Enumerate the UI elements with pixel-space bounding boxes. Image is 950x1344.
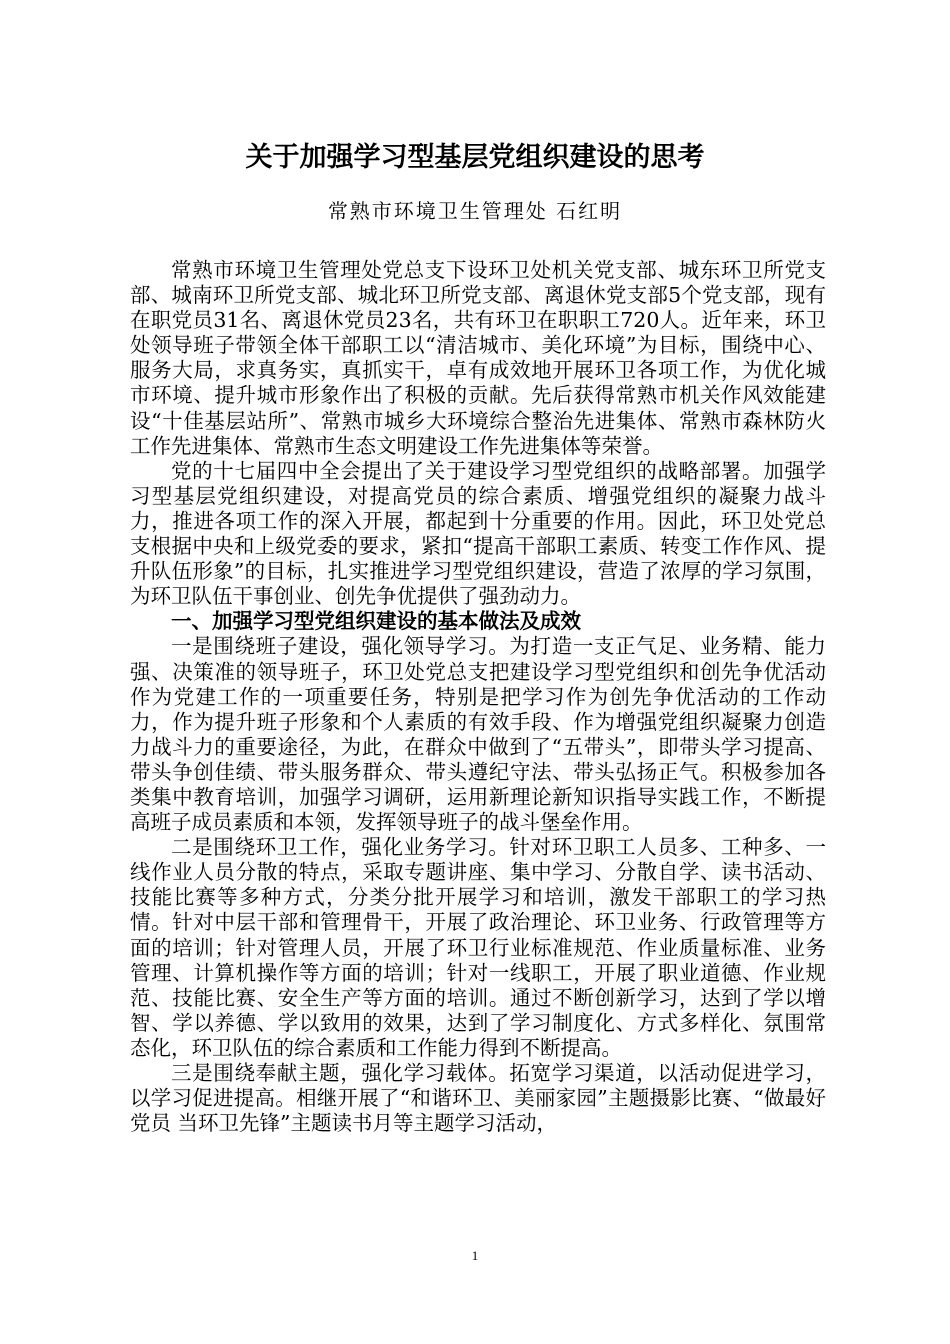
body-paragraph: 党的十七届四中全会提出了关于建设学习型党组织的战略部署。加强学习型基层党组织建设，对提高党员的综合素质、增强党组织的凝聚力战斗力，推进各项工作的深入开展，都起到十分重要的作用。因此，环卫处党总支根据中央和上级党委的要求，紧扣“提高干部职工素质、转变工作作风、提升队伍形象”的目标，扎实推进学习型党组织建设，营造了浓厚的学习氛围，为环卫队伍干事创业、创先争优提供了强劲动力。 bbox=[130, 458, 826, 609]
document-title: 关于加强学习型基层党组织建设的思考 bbox=[245, 142, 705, 173]
document-body bbox=[130, 258, 826, 1136]
section-heading: 一、加强学习型党组织建设的基本做法及成效 bbox=[171, 609, 581, 634]
page-number: 1 bbox=[471, 1248, 479, 1263]
document-byline: 常熟市环境卫生管理处 石红明 bbox=[327, 199, 623, 223]
section-paragraph: 一是围绕班子建设，强化领导学习。为打造一支正气足、业务精、能力强、决策准的领导班子，环卫处党总支把建设学习型党组织和创先争优活动作为党建工作的一项重要任务，特别是把学习作为创先争优活动的工作动力，作为提升班子形象和个人素质的有效手段、作为增强党组织凝聚力创造力战斗力的重要途径，为此，在群众中做到了“五带头”，即带头学习提高、带头争创佳绩、带头服务群众、带头遵纪守法、带头弘扬正气。积极参加各类集中教育培训，加强学习调研，运用新理论新知识指导实践工作，不断提高班子成员素质和本领，发挥领导班子的战斗堡垒作用。 bbox=[130, 634, 826, 835]
body-paragraph: 常熟市环境卫生管理处党总支下设环卫处机关党支部、城东环卫所党支部、城南环卫所党支部、城北环卫所党支部、离退休党支部5个党支部，现有在职党员31名、离退休党员23名，共有环卫在职职工720人。近年来，环卫处领导班子带领全体干部职工以“清洁城市、美化环境”为目标，围绕中心、服务大局，求真务实，真抓实干，卓有成效地开展环卫各项工作，为优化城市环境、提升城市形象作出了积极的贡献。先后获得常熟市机关作风效能建设“十佳基层站所”、常熟市城乡大环境综合整治先进集体、常熟市森林防火工作先进集体、常熟市生态文明建设工作先进集体等荣誉。 bbox=[130, 258, 826, 458]
section-paragraph: 三是围绕奉献主题，强化学习载体。拓宽学习渠道，以活动促进学习，以学习促进提高。相继开展了“和谐环卫、美丽家园”主题摄影比赛、“做最好党员 当环卫先锋”主题读书月等主题学习活动， bbox=[130, 1061, 826, 1136]
section-paragraph: 二是围绕环卫工作，强化业务学习。针对环卫职工人员多、工种多、一线作业人员分散的特点，采取专题讲座、集中学习、分散自学、读书活动、技能比赛等多种方式，分类分批开展学习和培训，激发干部职工的学习热情。针对中层干部和管理骨干，开展了政治理论、环卫业务、行政管理等方面的培训；针对管理人员，开展了环卫行业标准规范、作业质量标准、业务管理、计算机操作等方面的培训；针对一线职工，开展了职业道德、作业规范、技能比赛、安全生产等方面的培训。通过不断创新学习，达到了学以增智、学以养德、学以致用的效果，达到了学习制度化、方式多样化、氛围常态化，环卫队伍的综合素质和工作能力得到不断提高。 bbox=[130, 835, 826, 1060]
